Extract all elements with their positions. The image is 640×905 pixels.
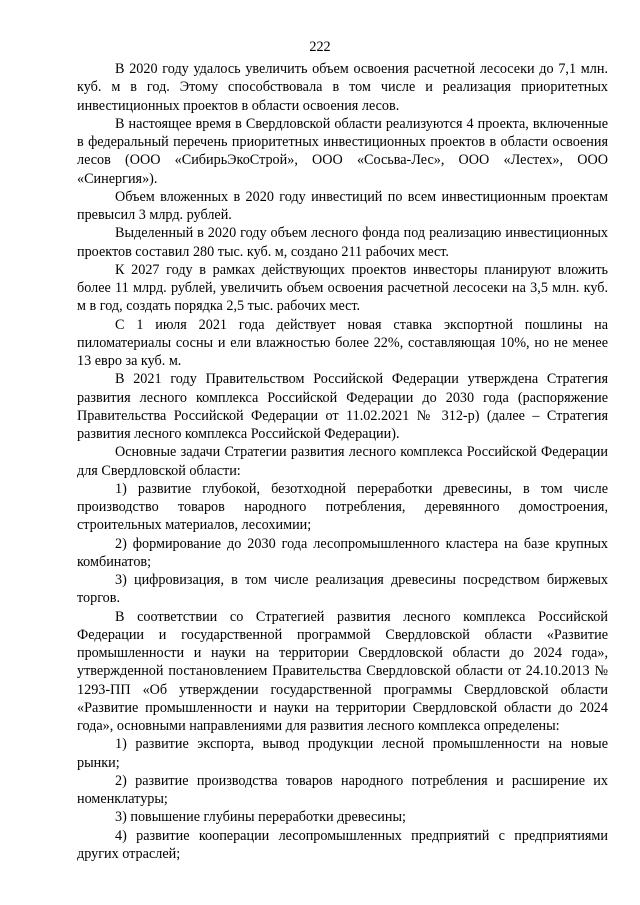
paragraph: В соответствии со Стратегией развития лесного комплекса Российской Федерации и государственной программой Свердловской области «Развитие промышленности и науки на территории Свердловской области до 2024 года», утвержденной постановлением Правительства Свердловской области от 24.10.2013 № 1293-ПП «Об утверждении государственной программы Свердловской области «Развитие промышленности и науки на территории Свердловской области до 2024 года», основными направлениями для развития лесного комплекса определены: (77, 608, 608, 734)
paragraph: Выделенный в 2020 году объем лесного фонда под реализацию инвестиционных проектов составил 280 тыс. куб. м, создано 211 рабочих мест. (77, 225, 608, 260)
list-item: 3) повышение глубины переработки древесины; (115, 809, 406, 826)
list-item: 1) развитие экспорта, вывод продукции лесной промышленности на новые рынки; (77, 736, 608, 771)
paragraph: Объем вложенных в 2020 году инвестиций по всем инвестиционным проектам превысил 3 млрд. рублей. (77, 188, 608, 223)
paragraph: В 2020 году удалось увеличить объем освоения расчетной лесосеки до 7,1 млн. куб. м в год. Этому способствовала в том числе и реализация приоритетных инвестиционных проектов в области освоения лесов. (77, 61, 608, 114)
list-item: 2) формирование до 2030 года лесопромышленного кластера на базе крупных комбинатов; (77, 535, 608, 570)
paragraph: К 2027 году в рамках действующих проектов инвесторы планируют вложить более 11 млрд. рублей, увеличить объем освоения расчетной лесосеки на 3,5 млн. куб. м в год, создать порядка 2,5 тыс. рабочих мест. (77, 261, 608, 315)
page-number: 222 (309, 39, 331, 55)
body-text (77, 60, 608, 863)
list-item: 4) развитие кооперации лесопромышленных предприятий с предприятиями других отраслей; (77, 827, 608, 862)
paragraph: В 2021 году Правительством Российской Федерации утверждена Стратегия развития лесного комплекса Российской Федерации до 2030 года (распоряжение Правительства Российской Федерации от 11.02.2021 № 312-р) (далее – Стратегия развития лесного комплекса Российской Федерации). (77, 371, 608, 442)
list-item: 2) развитие производства товаров народного потребления и расширение их номенклатуры; (77, 772, 608, 807)
list-item: 3) цифровизация, в том числе реализация древесины посредством биржевых торгов. (77, 572, 608, 607)
paragraph: В настоящее время в Свердловской области реализуются 4 проекта, включенные в федеральный перечень приоритетных инвестиционных проектов в области освоения лесов (ООО «СибирьЭкоСтрой», ООО «Сосьва-Лес», ООО «Лестех», ООО «Синергия»). (77, 115, 608, 187)
paragraph: С 1 июля 2021 года действует новая ставка экспортной пошлины на пиломатериалы сосны и ели влажностью более 22%, составляющая 10%, но не менее 13 евро за куб. м. (77, 316, 608, 369)
paragraph: Основные задачи Стратегии развития лесного комплекса Российской Федерации для Свердловской области: (77, 444, 608, 479)
list-item: 1) развитие глубокой, безотходной переработки древесины, в том числе производство товаров народного потребления, деревянного домостроения, строительных материалов, лесохимии; (77, 480, 608, 534)
